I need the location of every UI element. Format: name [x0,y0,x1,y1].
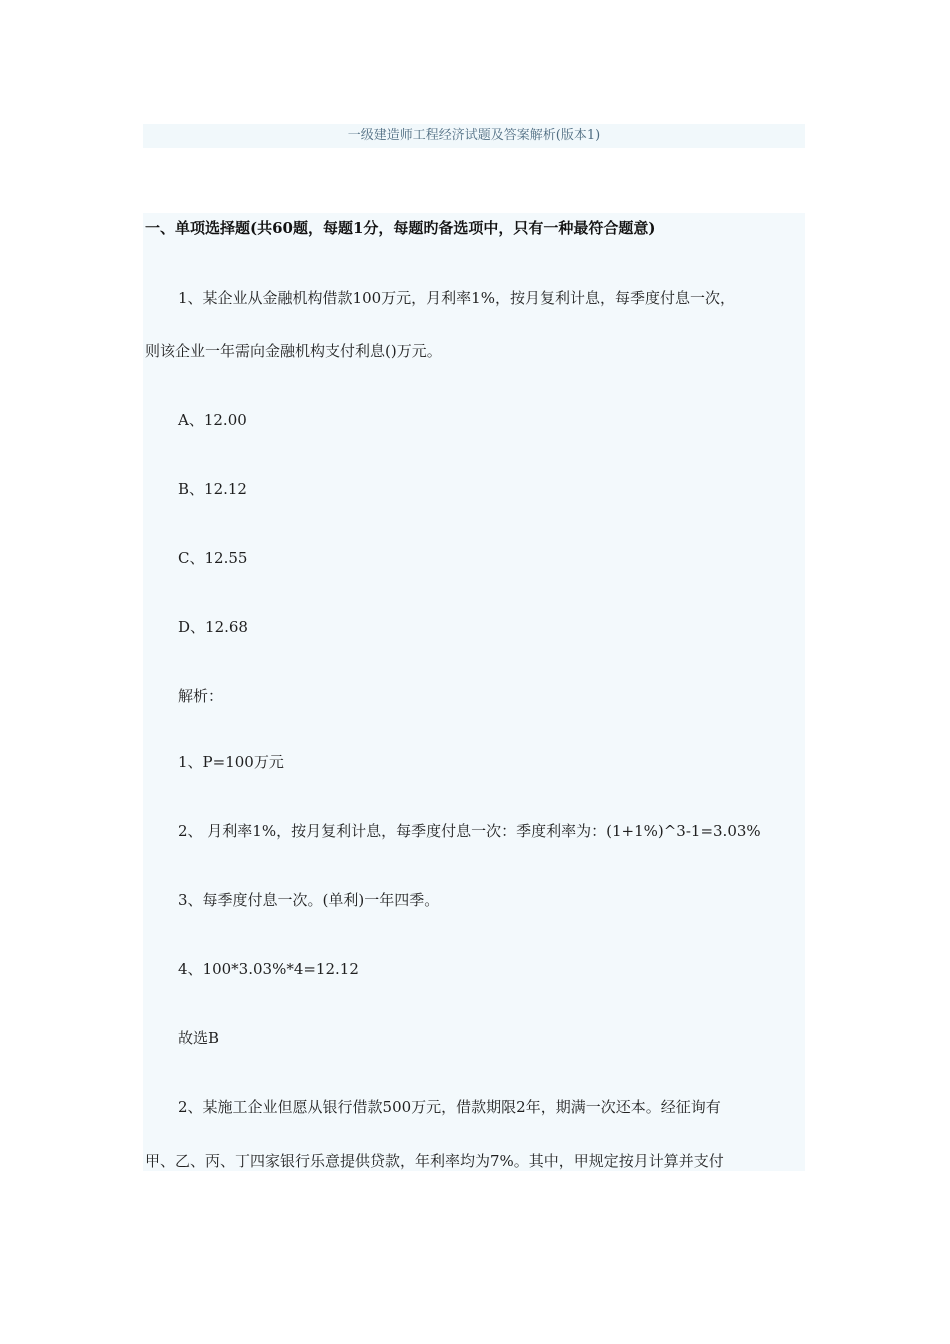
option-a: A、12.00 [178,411,247,429]
option-b: B、12.12 [178,480,247,498]
section-heading: 一、单项选择题(共60题，每题1分，每题旳备选项中，只有一种最符合题意) [145,219,656,237]
analysis-step-2: 2、 月利率1%，按月复利计息，每季度付息一次：季度利率为：(1+1%)^3-1=3.03% [178,822,761,840]
option-c: C、12.55 [178,549,248,567]
document-title: 一级建造师工程经济试题及答案解析(版本1) [347,128,601,143]
analysis-label: 解析： [178,687,224,705]
option-d: D、12.68 [178,618,248,636]
analysis-step-4: 4、100*3.03%*4=12.12 [178,960,359,978]
answer-line: 故选B [178,1029,220,1047]
analysis-step-1: 1、P=100万元 [178,753,284,771]
title-band [143,124,805,148]
question-1-stem-line-2: 则该企业一年需向金融机构支付利息()万元。 [145,342,442,360]
question-2-stem-line-2: 甲、乙、丙、丁四家银行乐意提供贷款，年利率均为7%。其中，甲规定按月计算并支付 [145,1152,724,1170]
analysis-step-3: 3、每季度付息一次。(单利)一年四季。 [178,891,440,909]
question-2-stem-line-1: 2、某施工企业但愿从银行借款500万元，借款期限2年，期满一次还本。经征询有 [178,1098,721,1116]
question-1-stem-line-1: 1、某企业从金融机构借款100万元，月利率1%，按月复利计息，每季度付息一次， [178,289,735,307]
